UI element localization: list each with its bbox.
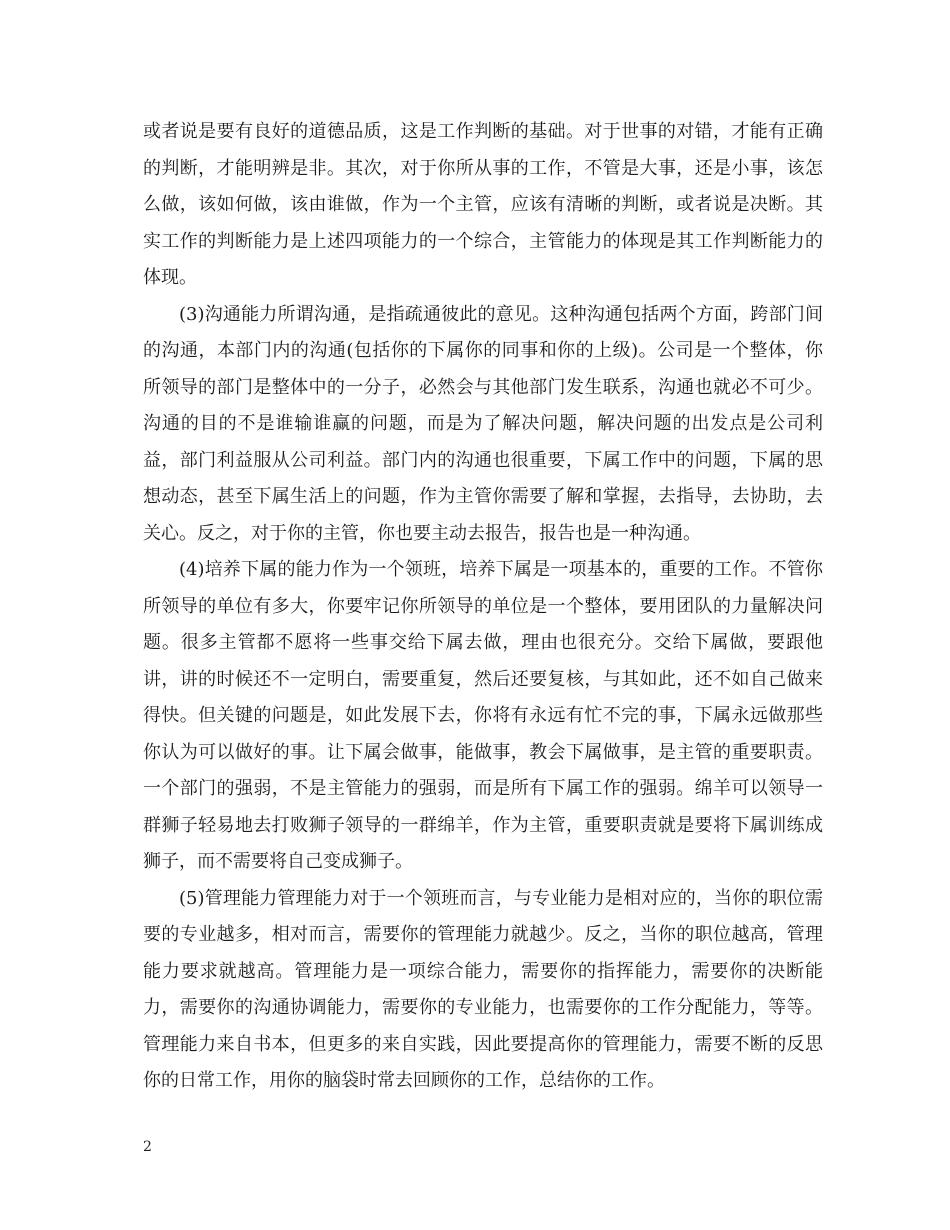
paragraph-4: (5)管理能力管理能力对于一个领班而言，与专业能力是相对应的，当你的职位需要的专业越多，相对而言，需要你的管理能力就越少。反之，当你的职位越高，管理能力要求就越高。管理能力是一项综合能力，需要你的指挥能力，需要你的决断能力，需要你的沟通协调能力，需要你的专业能力，也需要你的工作分配能力，等等。管理能力来自书本，但更多的来自实践，因此要提高你的管理能力，需要不断的反思你的日常工作，用你的脑袋时常去回顾你的工作，总结你的工作。 xyxy=(143,887,823,1091)
page-number: 2 xyxy=(143,1139,152,1155)
paragraph-2: (3)沟通能力所谓沟通，是指疏通彼此的意见。这种沟通包括两个方面，跨部门间的沟通，本部门内的沟通(包括你的下属你的同事和你的上级)。公司是一个整体，你所领导的部门是整体中的一分子，必然会与其他部门发生联系，沟通也就必不可少。沟通的目的不是谁输谁赢的问题，而是为了解决问题，解决问题的出发点是公司利益，部门利益服从公司利益。部门内的沟通也很重要，下属工作中的问题，下属的思想动态，甚至下属生活上的问题，作为主管你需要了解和掌握，去指导，去协助，去关心。反之，对于你的主管，你也要主动去报告，报告也是一种沟通。 xyxy=(143,303,823,544)
paragraph-3: (4)培养下属的能力作为一个领班，培养下属是一项基本的，重要的工作。不管你所领导的单位有多大，你要牢记你所领导的单位是一个整体，要用团队的力量解决问题。很多主管都不愿将一些事交给下属去做，理由也很充分。交给下属做，要跟他讲，讲的时候还不一定明白，需要重复，然后还要复核，与其如此，还不如自己做来得快。但关键的问题是，如此发展下去，你将有永远有忙不完的事，下属永远做那些你认为可以做好的事。让下属会做事，能做事，教会下属做事，是主管的重要职责。一个部门的强弱，不是主管能力的强弱，而是所有下属工作的强弱。绵羊可以领导一群狮子轻易地去打败狮子领导的一群绵羊，作为主管，重要职责就是要将下属训练成狮子，而不需要将自己变成狮子。 xyxy=(143,559,823,872)
paragraph-1: 或者说是要有良好的道德品质，这是工作判断的基础。对于世事的对错，才能有正确的判断，才能明辨是非。其次，对于你所从事的工作，不管是大事，还是小事，该怎么做，该如何做，该由谁做，作为一个主管，应该有清晰的判断，或者说是决断。其实工作的判断能力是上述四项能力的一个综合，主管能力的体现是其工作判断能力的体现。 xyxy=(143,121,823,288)
body-text xyxy=(143,114,823,1100)
